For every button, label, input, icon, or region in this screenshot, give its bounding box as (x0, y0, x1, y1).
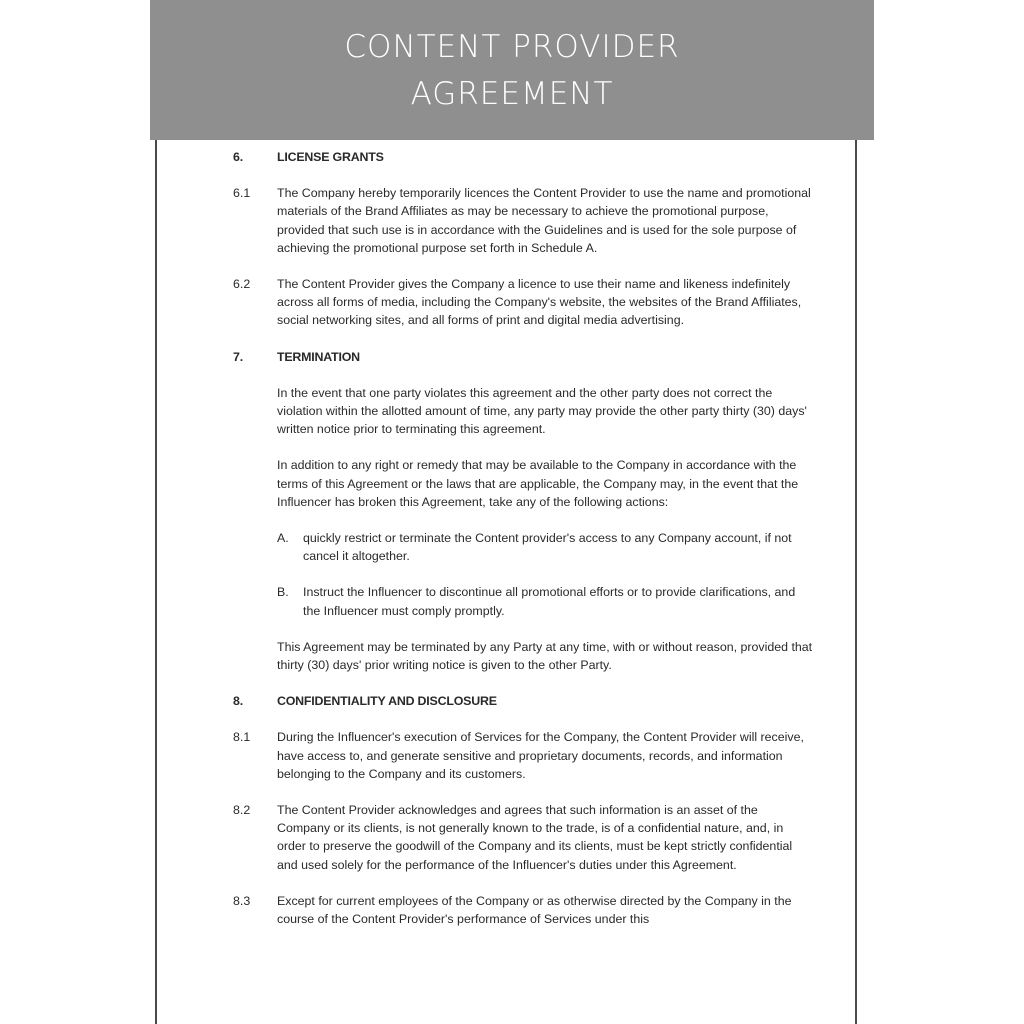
clause-number: 8.3 (233, 893, 251, 908)
section-number: 8. (233, 694, 243, 709)
section-number: 6. (233, 150, 243, 164)
clause-text: The Content Provider gives the Company a licence to use their name and likeness indefinitely across all forms of media, including the Company's website, the websites of the Brand Affiliates, social networking sites, and all forms of print and digital media advertising. (277, 277, 802, 328)
termination-paragraph-2: In addition to any right or remedy that may be available to the Company in accordance with the terms of this Agreement or the laws that are applicable, the Company may, in the event that the Influencer has broken this Agreement, take any of the following actions: (277, 458, 799, 509)
title-banner (150, 0, 874, 140)
clause-8-3 (233, 892, 813, 928)
section-heading-confidentiality (233, 692, 813, 710)
termination-paragraph-3: This Agreement may be terminated by any Party at any time, with or without reason, provided that thirty (30) days' prior writing notice is given to the other Party. (277, 639, 813, 673)
list-letter: A. (277, 531, 289, 546)
termination-action-a (277, 529, 813, 565)
termination-paragraph-1: In the event that one party violates this agreement and the other party does not correct the violation within the allotted amount of time, any party may provide the other party thirty (30) days' written notice prior to terminating this agreement. (277, 385, 807, 437)
clause-6-1 (233, 184, 813, 257)
clause-number: 8.2 (233, 803, 251, 818)
section-number: 7. (233, 349, 243, 364)
clause-text: Except for current employees of the Company or as otherwise directed by the Company in the course of the Content Provider's performance of Services under this (277, 893, 792, 927)
banner-title-line-1: CONTENT PROVIDER (344, 29, 680, 65)
termination-action-b (277, 583, 813, 619)
clause-6-2 (233, 275, 813, 330)
section-heading-license-grants (233, 148, 813, 166)
list-text: Instruct the Influencer to discontinue all promotional efforts or to provide clarifications, and the Influencer must comply promptly. (303, 585, 796, 618)
clause-text: The Content Provider acknowledges and agrees that such information is an asset of the Company or its clients, is not generally known to the trade, is of a confidential nature, and, in order to preserve the goodwill of the Company and its clients, must be kept strictly confidential and used solely for the performance of the Influencer's duties under this Agreement. (277, 803, 793, 872)
list-letter: B. (277, 585, 289, 600)
banner-title-line-2: AGREEMENT (410, 76, 614, 112)
list-text: quickly restrict or terminate the Content provider's access to any Company account, if not cancel it altogether. (303, 531, 792, 564)
section-title: LICENSE GRANTS (277, 150, 384, 164)
clause-number: 6.1 (233, 186, 251, 201)
document-body (233, 148, 813, 946)
clause-number: 8.1 (233, 730, 251, 745)
section-title: TERMINATION (277, 349, 360, 364)
clause-text: During the Influencer's execution of Services for the Company, the Content Provider will receive, have access to, and generate sensitive and proprietary documents, records, and information belonging to the Company and its customers. (277, 730, 804, 781)
clause-8-1 (233, 728, 813, 783)
clause-8-2 (233, 801, 813, 874)
clause-number: 6.2 (233, 277, 251, 292)
section-heading-termination (233, 348, 813, 366)
section-title: CONFIDENTIALITY AND DISCLOSURE (277, 694, 497, 709)
clause-text: The Company hereby temporarily licences the Content Provider to use the name and promotional materials of the Brand Affiliates as may be necessary to achieve the promotional purpose, provided that such use is in accordance with the Guidelines and is used for the sole purpose of achieving the promotional purpose set forth in Schedule A. (277, 186, 811, 255)
